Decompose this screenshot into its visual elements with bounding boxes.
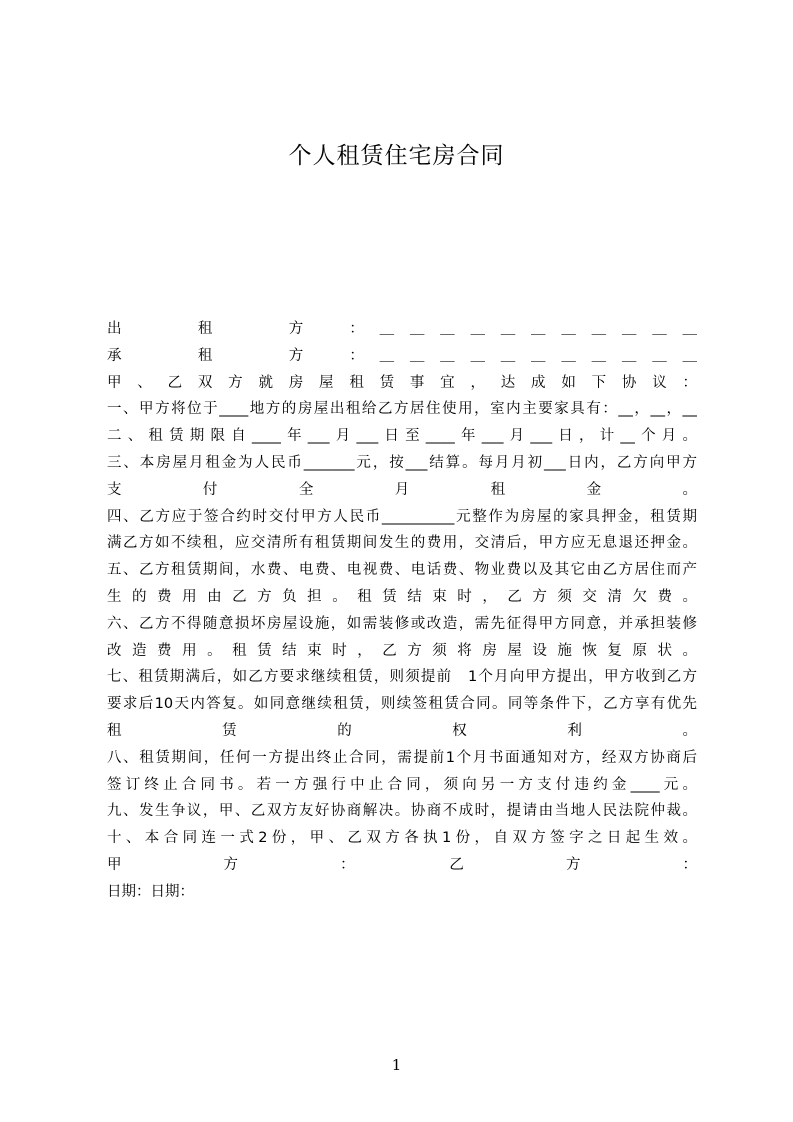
clause-7-cont: 要求后10天内答复。如同意继续租赁，则续签租赁合同。同等条件下，乙方享有优先 — [107, 696, 697, 713]
clause-4: 四、乙方应于签合约时交付甲方人民币__________元整作为房屋的家具押金，租赁期 — [107, 508, 697, 525]
signature-dates: 日期：日期： — [107, 883, 194, 900]
clause-8: 八、租赁期间，任何一方提出终止合同，需提前1个月书面通知对方，经双方协商后 — [107, 749, 697, 766]
clause-7-end: 租 赁 的 权 利 。 — [107, 722, 697, 739]
clause-2: 二、租赁期限自____年___月___日至____年___月___日，计__个月。 — [107, 428, 697, 445]
clause-5: 五、乙方租赁期间，水费、电费、电视费、电话费、物业费以及其它由乙方居住而产 — [107, 562, 697, 579]
clause-3-cont: 支 付 全 月 租 金 。 — [107, 481, 697, 498]
lessor-line: 出 租 方 ：＿＿＿＿＿＿＿＿＿＿＿ — [107, 321, 697, 337]
clause-1: 一、甲方将位于____地方的房屋出租给乙方居住使用，室内主要家具有：__，__，__ — [107, 401, 697, 418]
clause-5-cont: 生的费用由乙方负担。租赁结束时，乙方须交清欠费。 — [107, 588, 697, 605]
clause-4-cont: 满乙方如不续租，应交清所有租赁期间发生的费用，交清后，甲方应无息退还押金。 — [107, 535, 697, 552]
clause-9: 九、发生争议，甲、乙双方友好协商解决。协商不成时，提请由当地人民法院仲裁。 — [107, 803, 697, 820]
clause-8-cont: 签订终止合同书。若一方强行中止合同，须向另一方支付违约金____元。 — [107, 776, 697, 793]
contract-body — [107, 316, 697, 906]
signature-parties: 甲 方 ： 乙 方 ： — [107, 856, 697, 873]
lessee-line: 承 租 方 ：＿＿＿＿＿＿＿＿＿＿＿ — [107, 347, 697, 364]
clause-7: 七、租赁期满后，如乙方要求继续租赁，则须提前 1个月向甲方提出，甲方收到乙方 — [107, 669, 697, 686]
page-number: 1 — [391, 1056, 402, 1074]
clause-3: 三、本房屋月租金为人民币_______元，按___结算。每月月初___日内，乙方向甲方 — [107, 454, 697, 471]
clause-6-cont: 改造费用。租赁结束时，乙方须将房屋设施恢复原状。 — [107, 642, 697, 659]
clause-10: 十、本合同连一式2份，甲、乙双方各执1份，自双方签字之日起生效。 — [107, 830, 697, 847]
agreement-intro: 甲、乙双方就房屋租赁事宜，达成如下协议： — [107, 374, 697, 391]
document-title: 个人租赁住宅房合同 — [288, 143, 505, 169]
clause-6: 六、乙方不得随意损坏房屋设施，如需装修或改造，需先征得甲方同意，并承担装修 — [107, 615, 697, 632]
